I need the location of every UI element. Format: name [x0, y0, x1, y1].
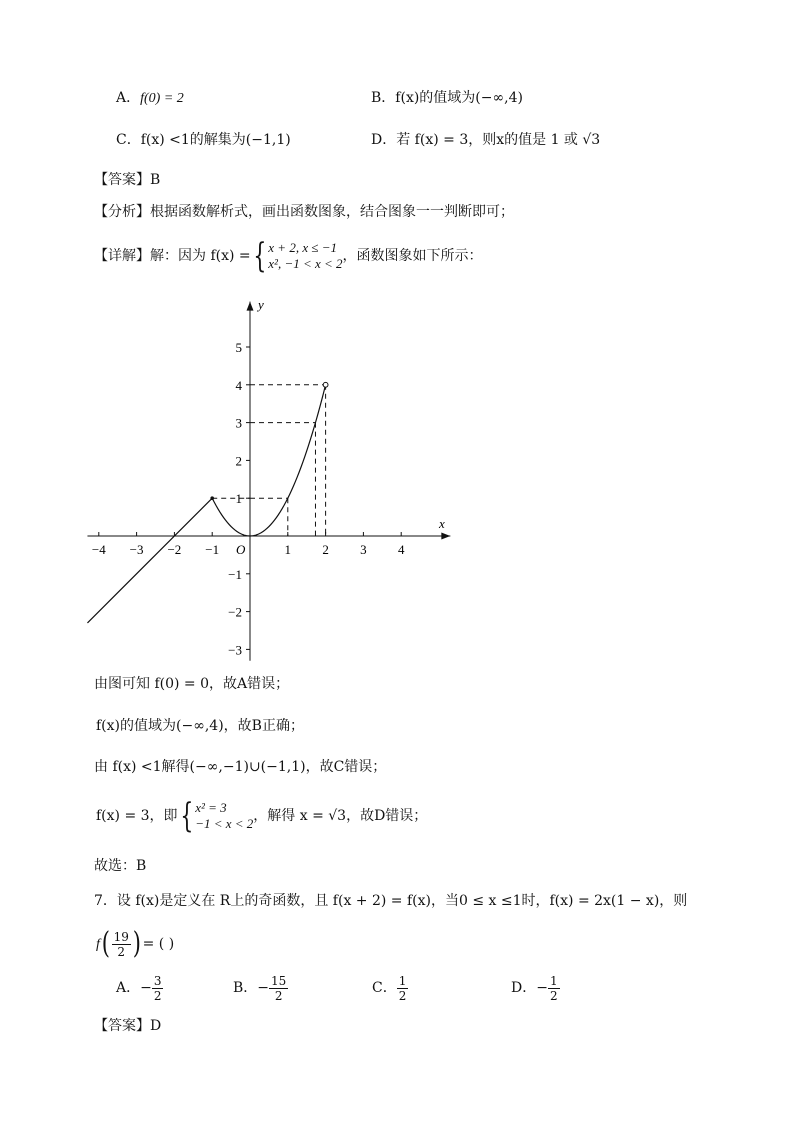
piecewise-cases	[268, 240, 342, 272]
step-3-text: 由 f(x) <1解得(−∞,−1)∪(−1,1)，故C错误；	[94, 759, 387, 775]
q7-answer-value: D	[150, 1018, 162, 1034]
q7-option-c-frac	[397, 974, 409, 1003]
x-tick-label: −1	[205, 542, 220, 557]
q7-option-b-label: B．−	[233, 980, 270, 996]
arg-denominator: 2	[117, 944, 126, 959]
q6-detail	[94, 238, 483, 274]
option-c-label: C．	[116, 132, 141, 148]
system-case-2: −1 < x < 2	[195, 816, 254, 831]
x-tick-label: −4	[91, 542, 106, 557]
right-paren-icon: )	[132, 926, 141, 961]
left-brace-icon: {	[179, 796, 193, 836]
option-d-text: 若 f(x) = 3，则x的值是 1 或 √3	[396, 132, 601, 148]
case-1: x + 2, x ≤ −1	[268, 240, 338, 255]
step-2-text: f(x)的值域为(−∞,4)，故B正确；	[96, 718, 304, 734]
q7-answer-tag: 【答案】	[94, 1018, 150, 1034]
q7-argument	[112, 930, 131, 959]
q7-b-den: 2	[274, 988, 283, 1003]
choice-text: 故选：B	[94, 858, 147, 874]
analysis-text: 根据函数解析式，画出函数图象，结合图象一一判断即可；	[150, 204, 514, 220]
q7-b-num: 15	[271, 973, 287, 988]
q6-option-a	[116, 88, 184, 109]
function-graph	[86, 290, 466, 670]
left-brace-icon: {	[252, 236, 266, 276]
y-tick-label: 3	[235, 415, 242, 431]
q7-stem-text: 7．设 f(x)是定义在 R上的奇函数，且 f(x + 2) = f(x)，当0 ≤ x ≤1时，f(x) = 2x(1 − x)，则	[94, 893, 688, 909]
y-tick-label: 2	[235, 453, 242, 469]
q7-option-b	[233, 970, 288, 1006]
option-a-label: A．	[116, 90, 141, 106]
step-1	[94, 674, 289, 694]
option-d-label: D．	[371, 132, 397, 148]
q7-a-den: 2	[153, 988, 162, 1003]
q6-analysis	[94, 202, 514, 222]
detail-outro: ，函数图象如下所示：	[342, 248, 483, 264]
y-axis-label: y	[258, 297, 264, 313]
q7-option-d-label: D．−	[511, 980, 548, 996]
y-tick-label: 5	[235, 340, 242, 355]
open-endpoint	[323, 382, 328, 387]
detail-tag: 【详解】	[94, 248, 150, 264]
y-axis-arrow-icon	[247, 302, 254, 311]
step-4	[96, 798, 427, 834]
q7-option-a-label: A．−	[116, 980, 152, 996]
q6-option-b	[371, 88, 523, 108]
q6-answer	[94, 170, 160, 190]
q6-choice	[94, 856, 146, 876]
q7-f: f	[96, 937, 100, 952]
x-tick-label: 2	[322, 542, 329, 557]
step-4-text-a: f(x) = 3，即	[96, 808, 178, 824]
q7-c-den: 2	[398, 988, 407, 1003]
system-case-1: x² = 3	[195, 800, 227, 815]
q6-option-c	[116, 130, 291, 150]
step-3	[94, 757, 386, 777]
q7-stem-end: = ( )	[142, 936, 175, 952]
q6-option-d	[371, 130, 600, 150]
detail-intro: 解：因为 f(x) =	[150, 248, 251, 264]
q7-option-b-frac	[269, 974, 288, 1003]
q7-option-d	[511, 970, 560, 1006]
option-a-text: f(0) = 2	[140, 91, 184, 106]
y-tick-label: 4	[235, 377, 242, 393]
left-paren-icon: (	[101, 926, 110, 961]
x-tick-label: 4	[397, 542, 405, 557]
q7-expression	[96, 926, 174, 963]
option-c-text: f(x) <1的解集为(−1,1)	[140, 132, 291, 148]
step-2	[96, 716, 304, 736]
option-b-label: B．	[371, 90, 396, 106]
series-line-x-plus-2	[87, 498, 212, 623]
x-tick-label: 3	[360, 542, 367, 557]
y-tick-label: −2	[228, 604, 242, 620]
y-tick-label: 1	[235, 491, 242, 507]
y-tick-label: −3	[228, 642, 242, 658]
q7-answer	[94, 1016, 161, 1036]
q7-d-den: 2	[549, 988, 558, 1003]
q7-c-num: 1	[398, 973, 407, 988]
option-b-text: f(x)的值域为(−∞,4)	[395, 90, 523, 106]
q7-a-num: 3	[153, 973, 162, 988]
answer-value: B	[150, 172, 161, 188]
x-tick-label: 1	[284, 542, 292, 557]
case-2: x², −1 < x < 2	[268, 256, 343, 271]
q7-option-a-frac	[152, 974, 164, 1003]
step-1-text: 由图可知 f(0) = 0，故A错误；	[94, 676, 290, 692]
q7-option-d-frac	[548, 974, 560, 1003]
x-axis-arrow-icon	[441, 533, 450, 540]
answer-tag: 【答案】	[94, 172, 150, 188]
q7-d-num: 1	[549, 973, 558, 988]
step-4-text-b: ，解得 x = √3，故D错误；	[253, 808, 428, 824]
system-cases	[195, 800, 253, 832]
arg-numerator: 19	[113, 929, 129, 944]
q7-option-c-label: C．	[372, 980, 397, 996]
origin-label: O	[236, 542, 246, 557]
analysis-tag: 【分析】	[94, 204, 150, 220]
x-tick-label: −3	[129, 542, 144, 557]
y-tick-label: −1	[228, 566, 242, 582]
q7-option-a	[116, 970, 163, 1006]
vertex-point	[210, 496, 214, 500]
series-parabola-x-squared	[212, 385, 325, 536]
x-axis-label: x	[439, 516, 445, 531]
q7-option-c	[372, 970, 408, 1006]
x-tick-label: −2	[167, 542, 182, 557]
q7-stem	[94, 891, 687, 911]
